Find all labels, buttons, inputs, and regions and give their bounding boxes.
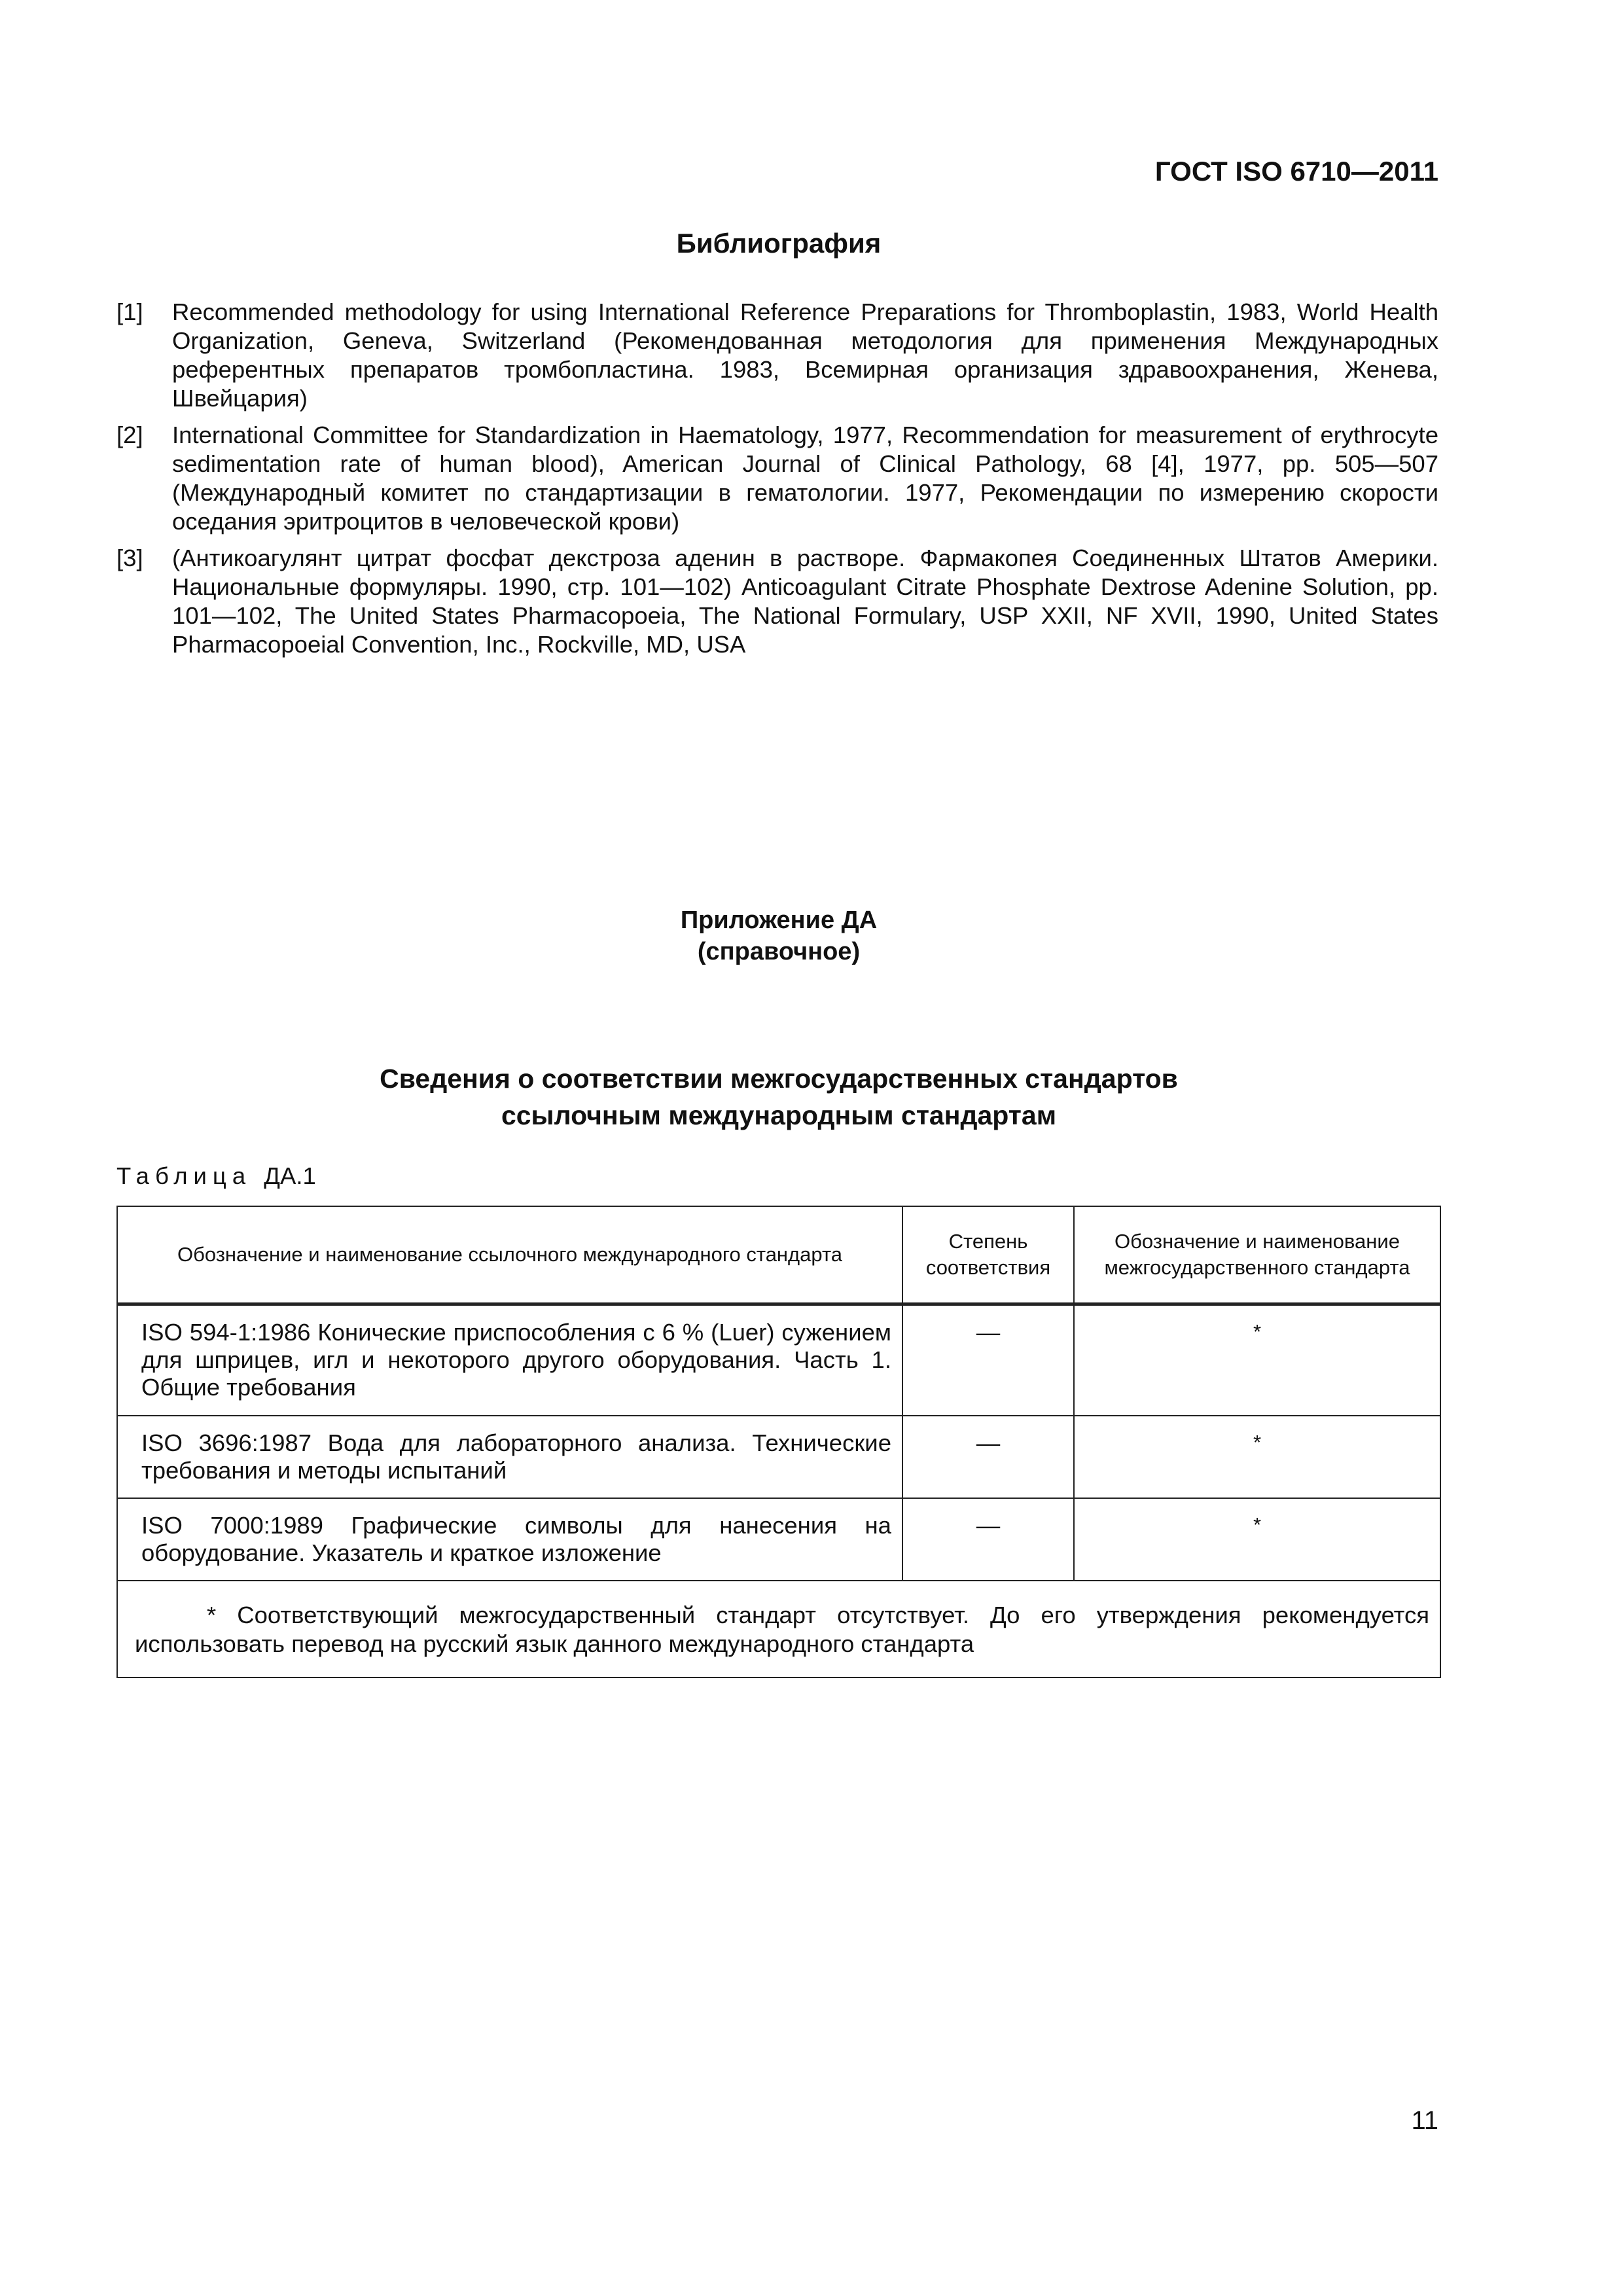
page-number: 11 — [1411, 2106, 1438, 2135]
cell-national: * — [1074, 1498, 1440, 1581]
cell-degree: — — [902, 1416, 1074, 1498]
document-code: ГОСТ ISO 6710—2011 — [1154, 156, 1438, 187]
header-degree-line: Степень — [948, 1230, 1028, 1253]
annex-heading — [0, 905, 1558, 967]
cell-standard: ISO 7000:1989 Графические символы для нанесения на оборудование. Указатель и краткое изложение — [117, 1498, 902, 1581]
table-label-number: ДА.1 — [264, 1162, 316, 1189]
table-row — [117, 1304, 1440, 1416]
table-row — [117, 1498, 1440, 1581]
section-title-line: ссылочным международным стандартам — [501, 1100, 1057, 1130]
table-row — [117, 1416, 1440, 1498]
section-title — [0, 1060, 1558, 1134]
cell-standard: ISO 3696:1987 Вода для лабораторного анализа. Технические требования и методы испытаний — [117, 1416, 902, 1498]
bibliography-item — [116, 544, 1438, 659]
annex-subtitle: (справочное) — [697, 938, 861, 965]
bibliography-item-number: [3] — [116, 545, 143, 571]
header-international-standard: Обозначение и наименование ссылочного международного стандарта — [117, 1206, 902, 1304]
section-title-line: Сведения о соответствии межгосударственных стандартов — [380, 1064, 1178, 1094]
bibliography-item-text: Recommended methodology for using International Reference Preparations for Thromboplastin, 1983, World Health Organization, Geneva, Switzerland (Рекомендованная методология для применения Международных референтных препаратов тромбопластина. 1983, Всемирная организация здравоохранения, Женева, Швейцария) — [172, 298, 1438, 412]
header-national-standard — [1074, 1206, 1440, 1304]
cell-degree: — — [902, 1304, 1074, 1416]
cell-national: * — [1074, 1304, 1440, 1416]
bibliography-item-text: (Антикоагулянт цитрат фосфат декстроза аденин в растворе. Фармакопея Соединенных Штатов Америки. Национальные формуляры. 1990, стр. 101—102) Anticoagulant Citrate Phosphate Dextrose Adenine Solution, pp. 101—102, The United States Pharmacopoeia, The National Formulary, USP XXII, NF XVII, 1990, United States Pharmacopoeial Convention, Inc., Rockville, MD, USA — [172, 545, 1438, 658]
table-header-row — [117, 1206, 1440, 1304]
bibliography-item-number: [2] — [116, 422, 143, 448]
correspondence-table — [116, 1206, 1441, 1678]
header-degree-line: соответствия — [925, 1256, 1051, 1279]
cell-standard: ISO 594-1:1986 Конические приспособления с 6 % (Luer) сужением для шприцев, игл и некоторого другого оборудования. Часть 1. Общие требования — [117, 1304, 902, 1416]
header-national-line: межгосударственного стандарта — [1104, 1256, 1410, 1279]
table-footnote-row — [117, 1581, 1440, 1677]
table-label — [116, 1162, 316, 1190]
bibliography-item-number: [1] — [116, 298, 143, 325]
header-national-line: Обозначение и наименование — [1115, 1230, 1400, 1253]
bibliography-item — [116, 298, 1438, 413]
bibliography-title: Библиография — [676, 228, 882, 259]
bibliography-item — [116, 421, 1438, 536]
annex-title: Приложение ДА — [680, 906, 878, 934]
bibliography-list — [116, 298, 1438, 667]
cell-national: * — [1074, 1416, 1440, 1498]
table-footnote: * Соответствующий межгосударственный стандарт отсутствует. До его утверждения рекомендуется использовать перевод на русский язык данного международного стандарта — [117, 1581, 1440, 1677]
table-label-word: Таблица — [116, 1162, 252, 1189]
cell-degree: — — [902, 1498, 1074, 1581]
bibliography-item-text: International Committee for Standardization in Haematology, 1977, Recommendation for measurement of erythrocyte sedimentation rate of human blood), American Journal of Clinical Pathology, 68 [4], 1977, pp. 505—507 (Международный комитет по стандартизации в гематологии. 1977, Рекомендации по измерению скорости оседания эритроцитов в человеческой крови) — [172, 422, 1438, 535]
header-degree — [902, 1206, 1074, 1304]
